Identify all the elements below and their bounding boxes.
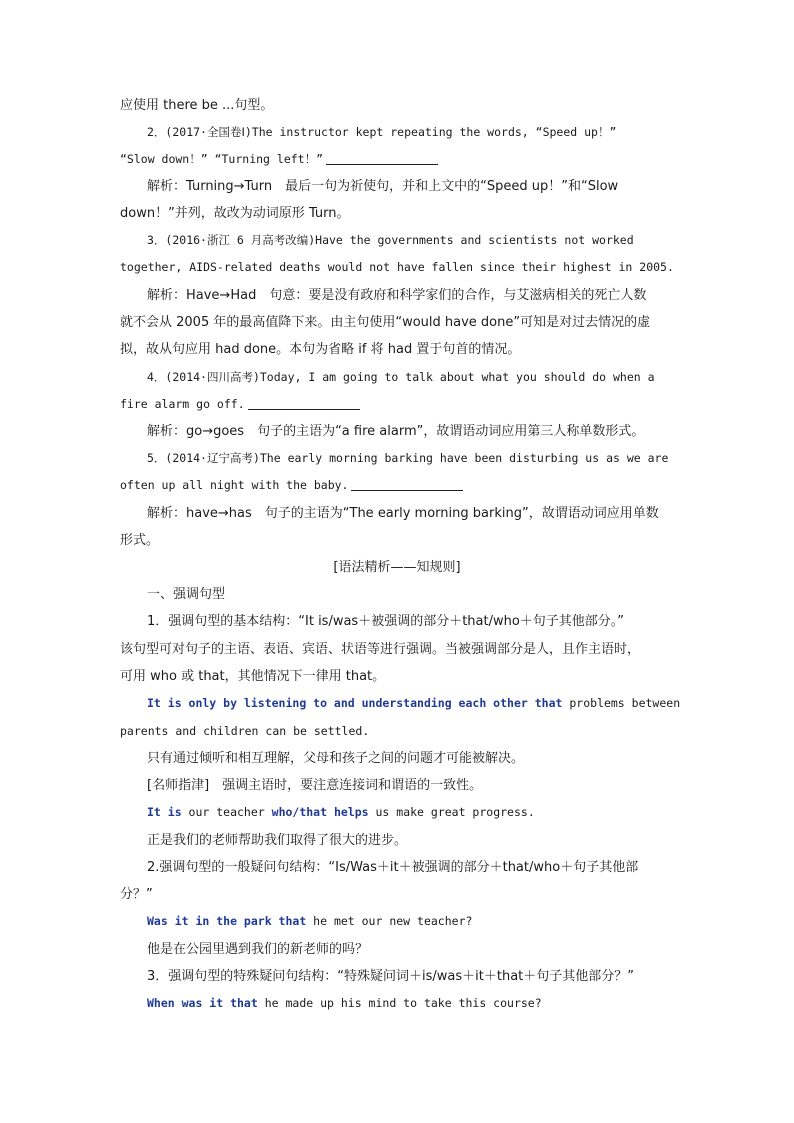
text-line: 应使用 there be ...句型。 — [120, 98, 274, 113]
example-3-translation: 他是在公园里遇到我们的新老师的吗？ — [147, 942, 369, 957]
question-text: fire alarm go off. — [120, 397, 245, 411]
example-1-cont: parents and children can be settled. — [120, 724, 370, 738]
analysis-3-end: 拟，故从句应用 had done。本句为省略 if 将 had 置于句首的情况。 — [120, 342, 521, 357]
rule-1: 1．强调句型的基本结构：“It is/was＋被强调的部分＋that/who＋句子其他部分。” — [147, 614, 625, 629]
example-1-translation: 只有通过倾听和相互理解，父母和孩子之间的问题才可能被解决。 — [147, 751, 525, 766]
subsection-title: 一、强调句型 — [147, 587, 226, 602]
example-4 — [147, 990, 680, 1017]
rule-2-cont: 分？” — [120, 887, 153, 902]
example-text: our teacher — [181, 805, 272, 819]
example-text: he met our new teacher? — [306, 914, 473, 928]
question-3-cont: together, AIDS-related deaths would not have fallen since their highest in 2005. — [120, 260, 674, 274]
rule-2: 2.强调句型的一般疑问句结构：“Is/Was＋it＋被强调的部分＋that/who＋句子其他部 — [147, 860, 639, 875]
question-text: often up all night with the baby. — [120, 478, 349, 492]
question-5-cont — [120, 472, 680, 499]
answer-blank — [351, 478, 463, 491]
analysis-5-cont: 形式。 — [120, 533, 160, 548]
question-text: “Slow down！” “Turning left！” — [120, 152, 324, 166]
question-5: 5．(2014·辽宁高考)The early morning barking have been disturbing us as we are — [147, 451, 669, 465]
emphasis-text: Was it in the park that — [147, 914, 307, 928]
question-4: 4．(2014·四川高考)Today, I am going to talk about what you should do when a — [147, 370, 655, 384]
example-2 — [147, 799, 680, 826]
analysis-3: 解析：Have→Had 句意：要是没有政府和科学家们的合作，与艾滋病相关的死亡人数 — [147, 288, 647, 303]
analysis-4: 解析：go→goes 句子的主语为“a fire alarm”，故谓语动词应用第三人称单数形式。 — [147, 424, 645, 439]
question-4-cont — [120, 391, 680, 418]
analysis-2-cont: down！”并列，故改为动词原形 Turn。 — [120, 206, 350, 221]
question-2-cont — [120, 146, 680, 173]
question-2: 2．(2017·全国卷Ⅰ)The instructor kept repeating the words, “Speed up！” — [147, 125, 617, 139]
answer-blank — [326, 152, 438, 165]
emphasis-text: It is only by listening to and understanding each other that — [147, 696, 563, 710]
analysis-2: 解析：Turning→Turn 最后一句为祈使句，并和上文中的“Speed up！”和“Slow — [147, 179, 619, 194]
answer-blank — [248, 397, 360, 410]
rule-1-cont: 该句型可对句子的主语、表语、宾语、状语等进行强调。当被强调部分是人，且作主语时， — [120, 642, 641, 657]
analysis-3-cont: 就不会从 2005 年的最高值降下来。由主句使用“would have done”可知是对过去情况的虚 — [120, 315, 651, 330]
rule-3: 3．强调句型的特殊疑问句结构：“特殊疑问词＋is/was＋it＋that＋句子其他部分？” — [147, 969, 634, 984]
teacher-tip: [名师指津] 强调主语时，要注意连接词和谓语的一致性。 — [147, 778, 483, 793]
emphasis-text: It is — [147, 805, 182, 819]
analysis-5: 解析：have→has 句子的主语为“The early morning barking”，故谓语动词应用单数 — [147, 506, 659, 521]
emphasis-text: When was it that — [147, 996, 258, 1010]
example-text: he made up his mind to take this course? — [257, 996, 542, 1010]
example-3 — [147, 908, 680, 935]
example-1 — [147, 690, 680, 717]
rule-1-end: 可用 who 或 that，其他情况下一律用 that。 — [120, 669, 386, 684]
example-text: problems between — [562, 696, 681, 710]
emphasis-text: who/that helps — [271, 805, 369, 819]
example-2-translation: 正是我们的老师帮助我们取得了很大的进步。 — [147, 833, 408, 848]
example-text: us make great progress. — [368, 805, 535, 819]
question-3: 3．(2016·浙江 6 月高考改编)Have the governments and scientists not worked — [147, 233, 634, 247]
section-heading: [语法精析——知规则] — [333, 560, 461, 575]
